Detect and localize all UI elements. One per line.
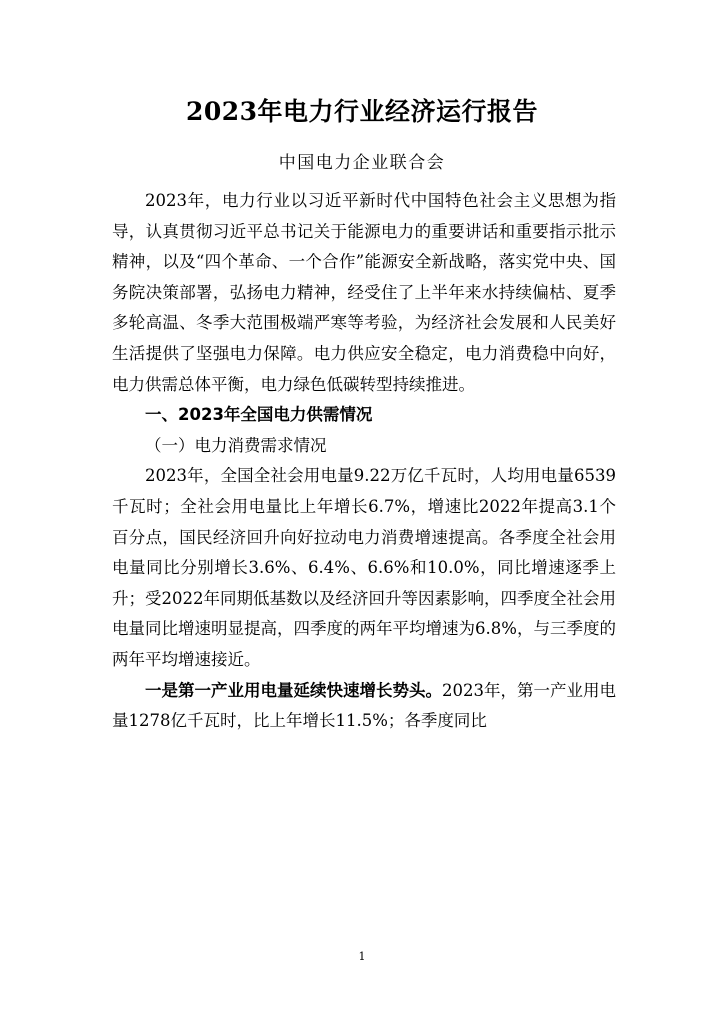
page-number: 1 <box>358 950 366 963</box>
organization-name: 中国电力企业联合会 <box>278 153 446 173</box>
consumption-paragraph: 2023年，全国全社会用电量9.22万亿千瓦时，人均用电量6539千瓦时；全社会用电量比上年增长6.7%，增速比2022年提高3.1个百分点，国民经济回升向好拉动电力消费增速提高。各季度全社会用电量同比分别增长3.6%、6.4%、6.6%和10.0%，同比增速逐季上升；受2022年同期低基数以及经济回升等因素影响，四季度全社会用电量同比增速明显提高，四季度的两年平均增速为6.8%，与三季度的两年平均增速接近。 <box>112 466 616 669</box>
document-body <box>112 186 616 737</box>
document-title: 2023年电力行业经济运行报告 <box>185 97 539 126</box>
primary-industry-paragraph <box>112 676 616 737</box>
primary-industry-lead: 一是第一产业用电量延续快速增长势头。 <box>145 680 442 700</box>
intro-paragraph: 2023年，电力行业以习近平新时代中国特色社会主义思想为指导，认真贯彻习近平总书记关于能源电力的重要讲话和重要指示批示精神，以及“四个革命、一个合作”能源安全新战略，落实党中央、国务院决策部署，弘扬电力精神，经受住了上半年来水持续偏枯、夏季多轮高温、冬季大范围极端严寒等考验，为经济社会发展和人民美好生活提供了坚强电力保障。电力供应安全稳定，电力消费稳中向好，电力供需总体平衡，电力绿色低碳转型持续推进。 <box>112 191 616 394</box>
section-heading: 一、2023年全国电力供需情况 <box>145 405 373 425</box>
primary-industry-text: 2023年，第一产业用电量1278亿千瓦时，比上年增长11.5%；各季度同比 <box>112 680 616 731</box>
subsection-heading: （一）电力消费需求情况 <box>145 435 327 455</box>
